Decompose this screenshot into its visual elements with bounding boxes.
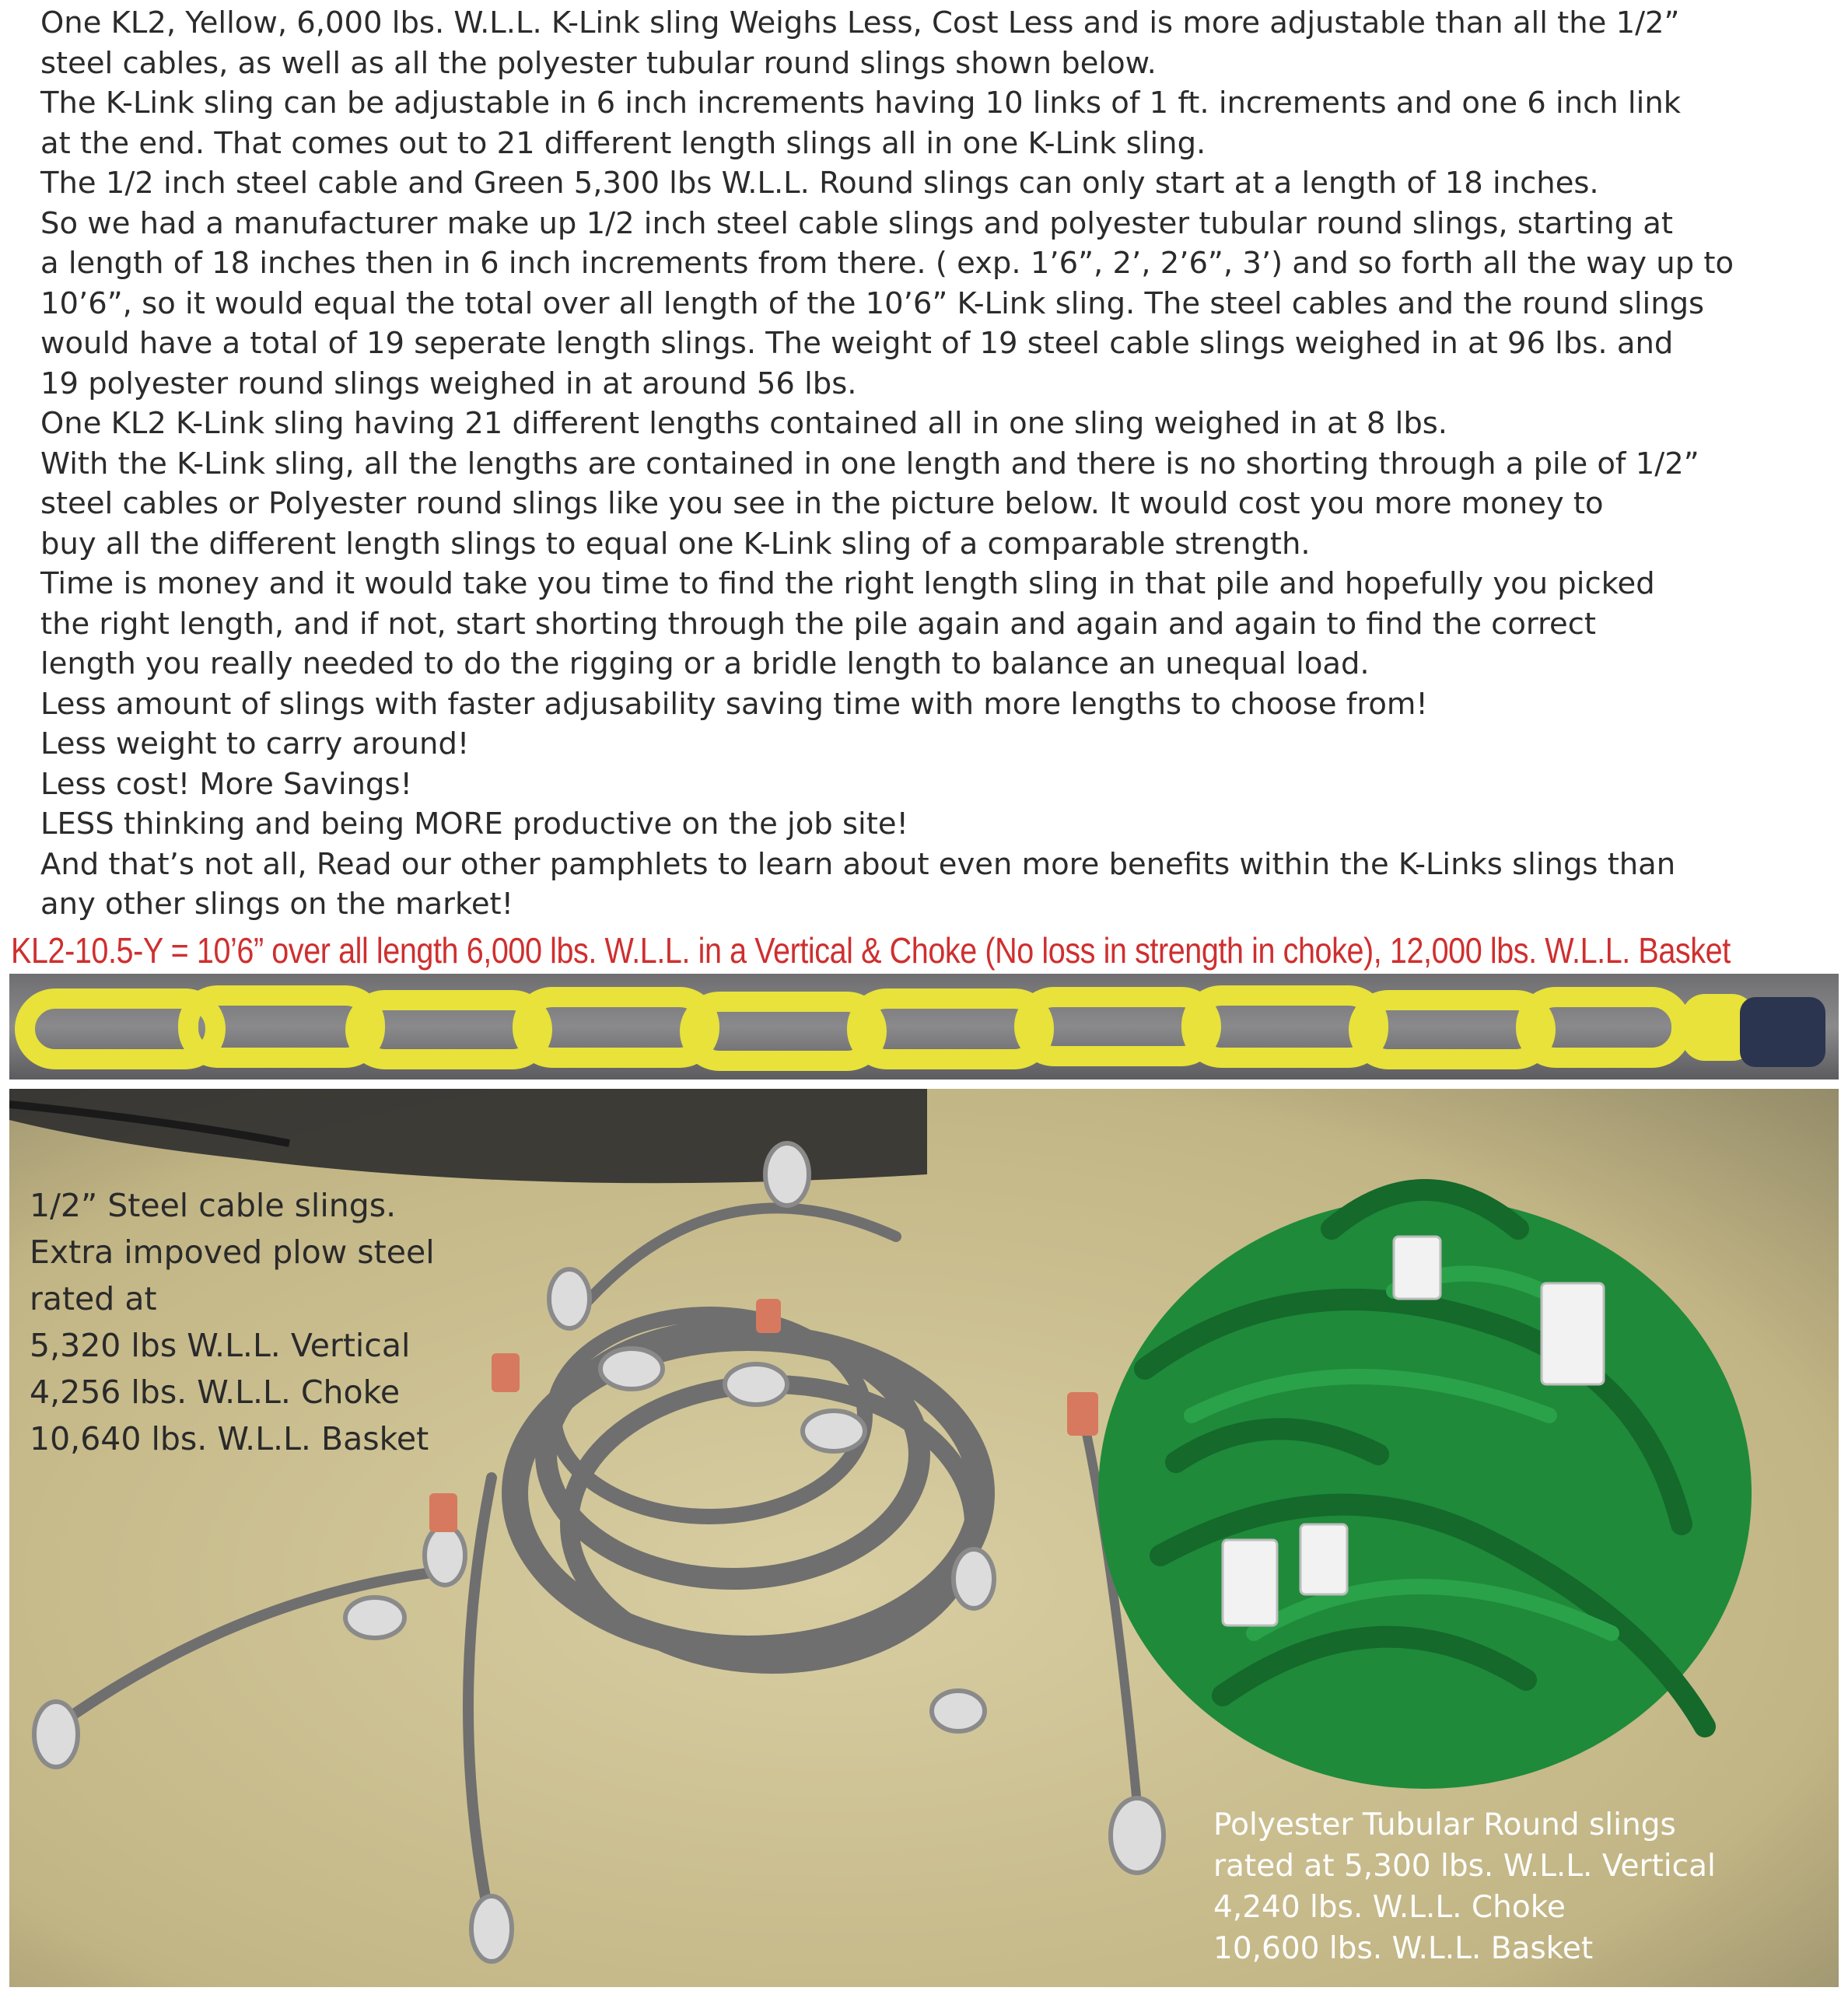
text-line: Less cost! More Savings! — [40, 766, 412, 802]
label-line: 4,256 lbs. W.L.L. Choke — [30, 1373, 401, 1411]
text-line: the right length, and if not, start shorting through the pile again and again and again to find the correct — [40, 606, 1596, 642]
steel-cable-label — [30, 1182, 435, 1462]
label-line: rated at — [30, 1280, 157, 1317]
text-line: steel cables, as well as all the polyester tubular round slings shown below. — [40, 45, 1157, 81]
text-line: 10’6”, so it would equal the total over all length of the 10’6” K-Link sling. The steel cables and the round slings — [40, 285, 1705, 321]
label-line: 10,640 lbs. W.L.L. Basket — [30, 1420, 429, 1457]
text-line: at the end. That comes out to 21 different length slings all in one K-Link sling. — [40, 125, 1206, 161]
label-line: Polyester Tubular Round slings — [1213, 1807, 1676, 1842]
label-line: 5,320 lbs W.L.L. Vertical — [30, 1327, 411, 1364]
label-line: 4,240 lbs. W.L.L. Choke — [1213, 1890, 1566, 1925]
label-line: rated at 5,300 lbs. W.L.L. Vertical — [1213, 1849, 1716, 1884]
sling-spec-caption: KL2-10.5-Y = 10’6” over all length 6,000 lbs. W.L.L. in a Vertical & Choke (No loss in strength in choke), 12,000 lbs. W.L.L. Basket — [11, 930, 1731, 971]
text-line: With the K-Link sling, all the lengths are contained in one length and there is no shorting through a pile of 1/2” — [40, 446, 1699, 481]
text-line: buy all the different length slings to equal one K-Link sling of a comparable strength. — [40, 526, 1311, 562]
text-line: One KL2 K-Link sling having 21 different lengths contained all in one sling weighed in at 8 lbs. — [40, 406, 1448, 441]
label-line: 10,600 lbs. W.L.L. Basket — [1213, 1931, 1594, 1966]
text-line: a length of 18 inches then in 6 inch increments from there. ( exp. 1’6”, 2’, 2’6”, 3’) and so forth all the way up to — [40, 246, 1734, 281]
label-line: 1/2” Steel cable slings. — [30, 1187, 397, 1224]
text-line: steel cables or Polyester round slings like you see in the picture below. It would cost you more money to — [40, 486, 1604, 521]
text-line: The 1/2 inch steel cable and Green 5,300 lbs W.L.L. Round slings can only start at a length of 18 inches. — [40, 166, 1599, 201]
text-line: Less amount of slings with faster adjusability saving time with more lengths to choose from! — [40, 686, 1428, 722]
text-line: would have a total of 19 seperate length slings. The weight of 19 steel cable slings weighed in at 96 lbs. and — [40, 326, 1674, 361]
text-line: Time is money and it would take you time to find the right length sling in that pile and hopefully you picked — [40, 566, 1655, 601]
text-line: LESS thinking and being MORE productive on the job site! — [40, 807, 908, 842]
k-link-sling-photo — [9, 974, 1839, 1079]
text-line: any other slings on the market! — [40, 887, 514, 922]
body-text — [40, 3, 1829, 925]
round-sling-label — [1213, 1804, 1716, 1969]
label-line: Extra impoved plow steel — [30, 1233, 435, 1271]
text-line: And that’s not all, Read our other pamphlets to learn about even more benefits within the K-Links slings than — [40, 846, 1676, 882]
text-line: So we had a manufacturer make up 1/2 inch steel cable slings and polyester tubular round slings, starting at — [40, 205, 1673, 241]
text-line: 19 polyester round slings weighed in at around 56 lbs. — [40, 366, 857, 401]
text-line: Less weight to carry around! — [40, 726, 470, 761]
text-line: The K-Link sling can be adjustable in 6 inch increments having 10 links of 1 ft. increments and one 6 inch link — [40, 86, 1682, 121]
text-line: One KL2, Yellow, 6,000 lbs. W.L.L. K-Link sling Weighs Less, Cost Less and is more adjustable than all the 1/2” — [40, 5, 1680, 40]
text-line: length you really needed to do the rigging or a bridle length to balance an unequal load. — [40, 646, 1370, 681]
